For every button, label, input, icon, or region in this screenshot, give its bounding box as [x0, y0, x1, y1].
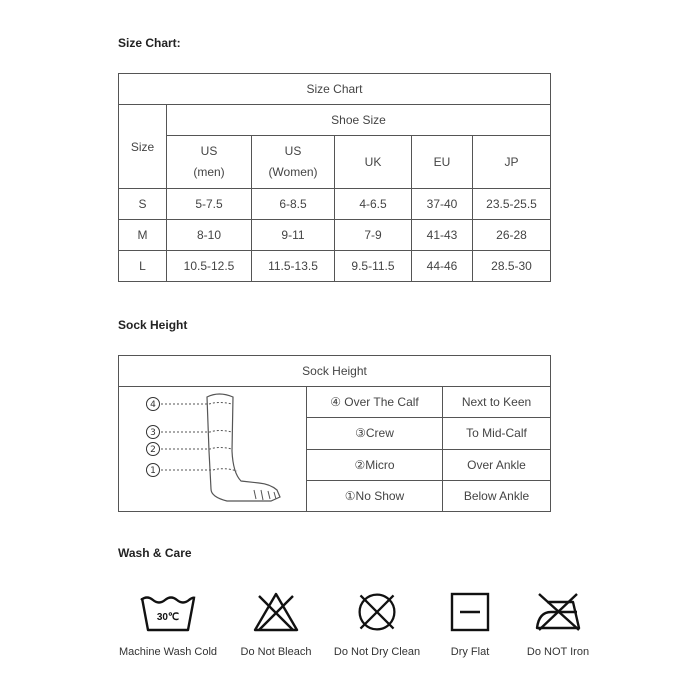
sock-height-title: Sock Height [119, 356, 551, 387]
table-cell: 6-8.5 [252, 189, 335, 220]
size-cell: S [119, 189, 167, 220]
table-cell: 9.5-11.5 [335, 251, 412, 282]
table-cell: 41-43 [412, 220, 473, 251]
size-chart-heading: Size Chart: [118, 36, 181, 50]
dry-flat-icon [450, 592, 490, 632]
shoe-size-header: Shoe Size [167, 105, 551, 136]
column-header-eu: EU [412, 136, 473, 189]
table-cell: 37-40 [412, 189, 473, 220]
table-cell: 26-28 [473, 220, 551, 251]
care-item-machine-wash [113, 592, 223, 658]
sock-height-cell: To Mid-Calf [443, 418, 551, 449]
crew-line [161, 431, 232, 433]
marker-2: 2 [150, 445, 156, 455]
sock-height-cell: Next to Keen [443, 387, 551, 418]
care-icons-row [110, 592, 600, 662]
table-cell: 8-10 [167, 220, 252, 251]
over-the-calf-line [161, 403, 232, 405]
marker-4: 4 [150, 400, 156, 410]
do-not-dry-clean-icon [354, 592, 400, 632]
no-show-line [161, 469, 237, 471]
table-cell: 11.5-13.5 [252, 251, 335, 282]
marker-1: 1 [150, 466, 156, 476]
care-item-do-not-iron [503, 592, 613, 658]
sock-type-cell: ②Micro [307, 449, 443, 480]
size-column-header: Size [119, 105, 167, 189]
size-cell: M [119, 220, 167, 251]
table-row [119, 220, 551, 251]
table-row [119, 189, 551, 220]
do-not-bleach-icon [251, 592, 301, 632]
size-cell: L [119, 251, 167, 282]
care-label: Do NOT Iron [526, 646, 590, 658]
table-cell: 4-6.5 [335, 189, 412, 220]
table-cell: 10.5-12.5 [167, 251, 252, 282]
table-row [119, 251, 551, 282]
column-header-uk: UK [335, 136, 412, 189]
column-header-jp: JP [473, 136, 551, 189]
sock-height-cell: Over Ankle [443, 449, 551, 480]
sock-diagram [119, 387, 306, 511]
table-row [119, 387, 551, 418]
sock-diagram-cell [119, 387, 307, 512]
micro-line [161, 448, 232, 450]
wash-temp: 30℃ [156, 612, 180, 623]
table-cell: 23.5-25.5 [473, 189, 551, 220]
care-label: Machine Wash Cold [118, 646, 218, 658]
column-header-us-women: US (Women) [252, 136, 335, 189]
care-label: Do Not Bleach [240, 646, 312, 658]
do-not-iron-icon [533, 592, 583, 632]
care-item-do-not-bleach [221, 592, 331, 658]
marker-3: 3 [150, 428, 156, 438]
table-cell: 7-9 [335, 220, 412, 251]
size-chart-table [118, 73, 551, 282]
sock-type-cell: ③Crew [307, 418, 443, 449]
toe-lines [254, 490, 276, 500]
column-header-us-men: US (men) [167, 136, 252, 189]
table-cell: 44-46 [412, 251, 473, 282]
sock-height-cell: Below Ankle [443, 480, 551, 511]
machine-wash-cold-icon [138, 592, 198, 632]
table-cell: 28.5-30 [473, 251, 551, 282]
wash-care-heading: Wash & Care [118, 546, 192, 560]
sock-type-cell: ①No Show [307, 480, 443, 511]
size-chart-title: Size Chart [119, 74, 551, 105]
care-label: Do Not Dry Clean [333, 646, 421, 658]
sock-type-cell: ④ Over The Calf [307, 387, 443, 418]
table-cell: 5-7.5 [167, 189, 252, 220]
care-label: Dry Flat [450, 646, 490, 658]
sock-height-heading: Sock Height [118, 318, 188, 332]
sock-height-table [118, 355, 551, 512]
table-cell: 9-11 [252, 220, 335, 251]
